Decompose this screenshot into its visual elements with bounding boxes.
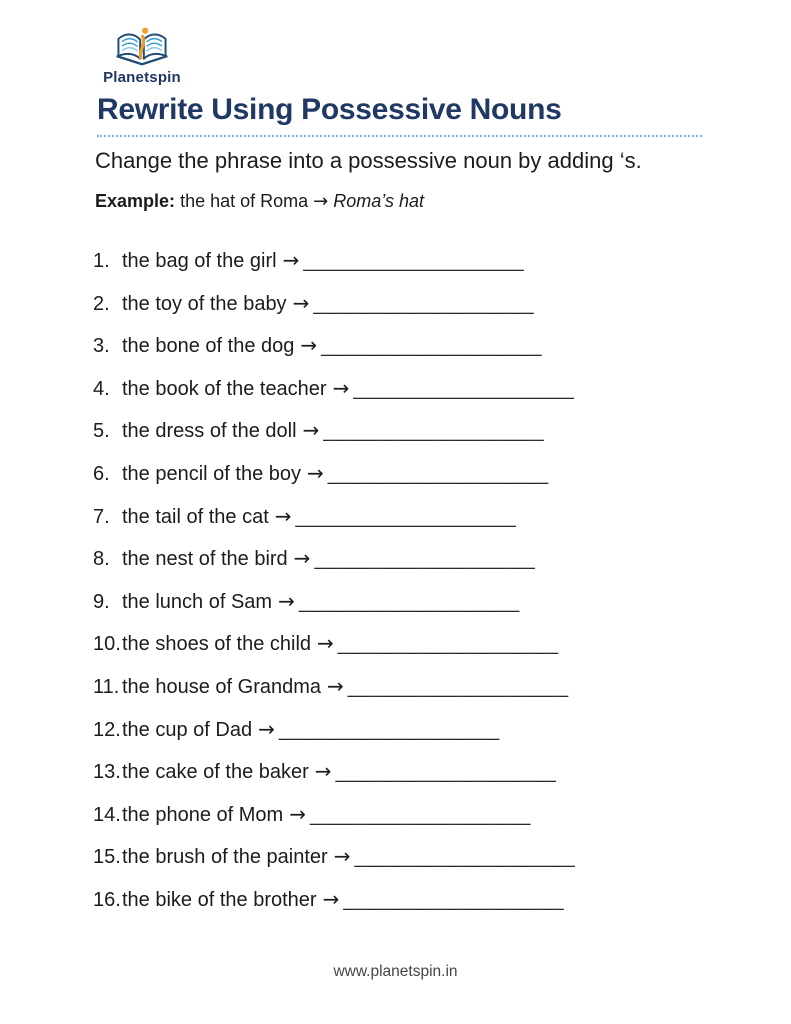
answer-blank: ___________________ [337, 633, 559, 656]
right-arrow-icon: → [300, 333, 318, 358]
answer-blank: ___________________ [343, 888, 565, 911]
worksheet-item-10 [93, 631, 575, 656]
item-phrase: the bag of the girl [122, 250, 277, 272]
item-number: 1. [93, 250, 110, 272]
worksheet-item-4 [93, 375, 575, 400]
item-phrase: the tail of the cat [122, 505, 269, 528]
right-arrow-icon: → [292, 290, 310, 315]
worksheet-item-2 [93, 290, 575, 315]
worksheet-item-8 [93, 546, 575, 571]
item-phrase: the pencil of the boy [122, 462, 302, 485]
item-number: 11. [93, 675, 120, 698]
page-title: Rewrite Using Possessive Nouns [97, 93, 562, 126]
worksheet-list [93, 250, 575, 932]
answer-blank: ___________________ [327, 462, 549, 485]
answer-blank: ___________________ [321, 335, 542, 358]
example-answer: Roma’s hat [333, 191, 424, 211]
item-number: 4. [93, 377, 110, 400]
right-arrow-icon: → [278, 588, 295, 613]
worksheet-item-15 [93, 844, 576, 869]
brand-name: Planetspin [103, 69, 181, 86]
right-arrow-icon: → [322, 886, 340, 911]
item-phrase: the brush of the painter [122, 846, 328, 869]
item-phrase: the shoes of the child [122, 633, 312, 656]
item-phrase: the bike of the brother [122, 888, 317, 911]
instruction-text: Change the phrase into a possessive noun by adding ‘s. [95, 148, 642, 173]
item-number: 8. [93, 548, 110, 571]
title-block [97, 93, 702, 137]
right-arrow-icon: → [307, 460, 324, 485]
example-line [95, 191, 424, 212]
right-arrow-icon: → [302, 418, 320, 443]
right-arrow-icon: → [282, 248, 300, 272]
footer-website: www.planetspin.in [333, 963, 458, 980]
worksheet-item-5 [93, 418, 575, 443]
worksheet-item-13 [93, 759, 575, 784]
item-number: 15. [93, 846, 121, 869]
right-arrow-icon: → [332, 375, 350, 400]
item-phrase: the house of Grandma [122, 675, 322, 698]
right-arrow-icon: → [313, 191, 329, 212]
item-number: 13. [93, 761, 121, 784]
item-number: 10. [93, 633, 121, 656]
answer-blank: ___________________ [314, 548, 536, 571]
item-number: 12. [93, 718, 121, 741]
worksheet-item-6 [93, 460, 575, 485]
item-number: 7. [93, 505, 110, 528]
item-number: 2. [93, 292, 110, 315]
worksheet-item-7 [93, 503, 575, 528]
item-phrase: the book of the teacher [122, 377, 327, 400]
item-number: 9. [93, 590, 110, 613]
item-number: 14. [93, 803, 121, 826]
worksheet-item-12 [93, 716, 575, 741]
open-book-icon [98, 26, 186, 68]
worksheet-item-1 [93, 250, 575, 270]
item-number: 6. [93, 462, 110, 485]
right-arrow-icon: → [317, 631, 334, 656]
answer-blank: ___________________ [354, 846, 576, 869]
item-phrase: the cake of the baker [122, 761, 309, 784]
example-label: Example: [95, 191, 176, 211]
answer-blank: ___________________ [353, 377, 575, 400]
worksheet-item-9 [93, 588, 575, 613]
item-number: 5. [93, 420, 110, 443]
answer-blank: ___________________ [278, 718, 500, 741]
item-number: 3. [93, 335, 110, 358]
answer-blank: ___________________ [309, 803, 531, 826]
planetspin-logo [98, 26, 186, 86]
item-phrase: the lunch of Sam [122, 590, 273, 613]
answer-blank: ___________________ [303, 250, 525, 272]
answer-blank: ___________________ [335, 761, 557, 784]
right-arrow-icon: → [314, 759, 332, 784]
item-phrase: the nest of the bird [122, 548, 288, 571]
item-phrase: the dress of the doll [122, 420, 297, 443]
item-phrase: the bone of the dog [122, 335, 295, 358]
item-phrase: the toy of the baby [122, 292, 287, 315]
item-number: 16. [93, 888, 121, 911]
right-arrow-icon: → [289, 801, 306, 826]
item-phrase: the phone of Mom [122, 803, 284, 826]
example-phrase: the hat of Roma [180, 191, 309, 211]
right-arrow-icon: → [293, 546, 311, 571]
item-phrase: the cup of Dad [122, 718, 253, 741]
answer-blank: ___________________ [298, 590, 520, 613]
right-arrow-icon: → [333, 844, 351, 869]
worksheet-item-14 [93, 801, 575, 826]
worksheet-item-11 [93, 673, 575, 698]
answer-blank: ___________________ [295, 505, 517, 528]
worksheet-item-16 [93, 886, 575, 911]
answer-blank: ___________________ [323, 420, 545, 443]
answer-blank: ___________________ [313, 292, 535, 315]
worksheet-item-3 [93, 333, 575, 358]
right-arrow-icon: → [274, 503, 292, 528]
right-arrow-icon: → [258, 716, 275, 741]
answer-blank: ___________________ [347, 675, 569, 698]
right-arrow-icon: → [327, 673, 344, 698]
